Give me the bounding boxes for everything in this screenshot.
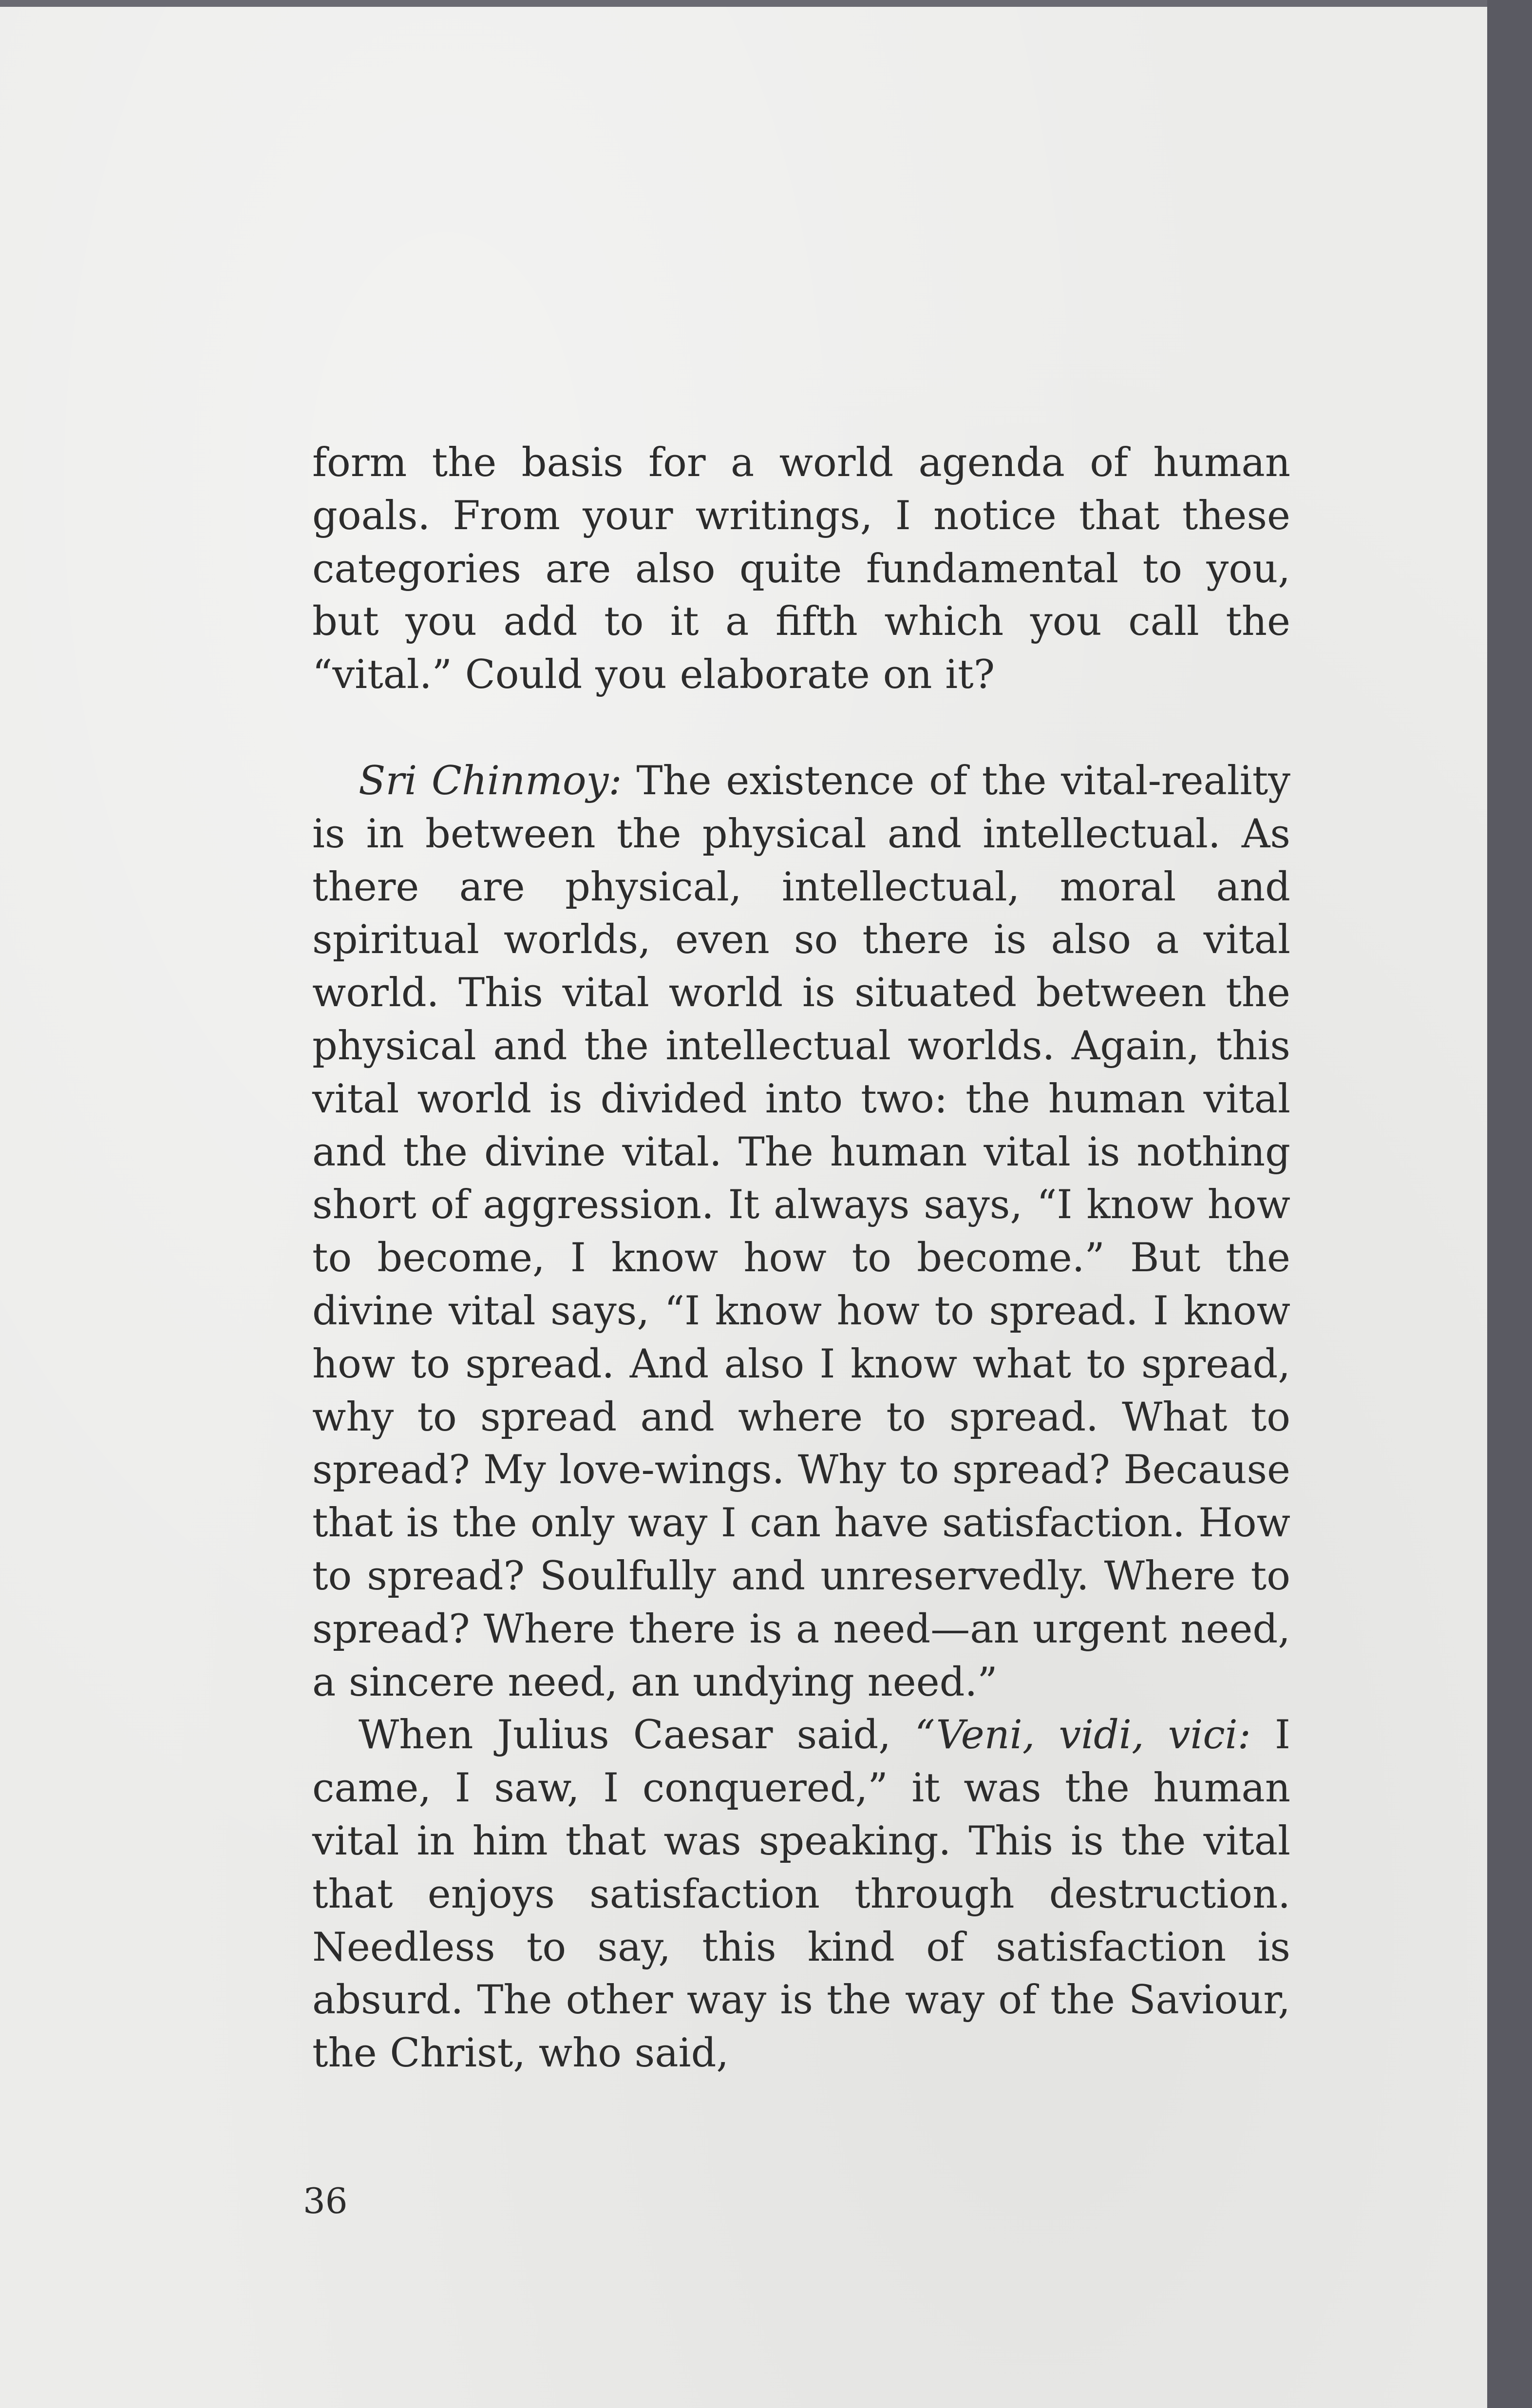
question-paragraph: form the basis for a world agenda of human goals. From your writings, I notice that these categories are also quite fundamental to you, but you add to it a fifth which you call the “vital.” Could you elaborate on it? [312,440,1290,698]
page-number: 36 [303,2180,348,2221]
answer-paragraph-1 [312,755,1290,1709]
answer-paragraph-2-text: I came, I saw, I conquered,” it was the human vital in him that was speaking. This is the vital that enjoys satisfaction through destruction. Needless to say, this kind of satisfaction is absurd. The other way is the way of the Saviour, the Christ, who said, [312,1712,1290,2077]
scan-edge-top [0,0,1532,7]
answer-paragraph-2 [312,1709,1290,2080]
speaker-label: Sri Chinmoy: [359,758,622,804]
page-text [312,437,1290,2080]
answer-paragraph-2-lead: When Julius Caesar said, [359,1712,915,1758]
scan-edge-right [1487,0,1532,2408]
book-page [0,7,1487,2408]
answer-paragraph-1-text: The existence of the vital-reality is in between the physical and intellectual. As there are physical, intellectual, moral and spiritual worlds, even so there is also a vital world. This vital world is situated between the physical and the intellectual worlds. Again, this vital world is divided into two: the human vital and the divine vital. The human vital is nothing short of aggression. It always says, “I know how to become, I know how to become.” But the divine vital says, “I know how to spread. I know how to spread. And also I know what to spread, why to spread and where to spread. What to spread? My love-wings. Why to spread? Because that is the only way I can have satisfaction. How to spread? Soulfully and unreservedly. Where to spread? Where there is a need—an urgent need, a sincere need, an undying need.” [312,758,1291,1705]
latin-quote: “Veni, vidi, vici: [915,1712,1251,1758]
